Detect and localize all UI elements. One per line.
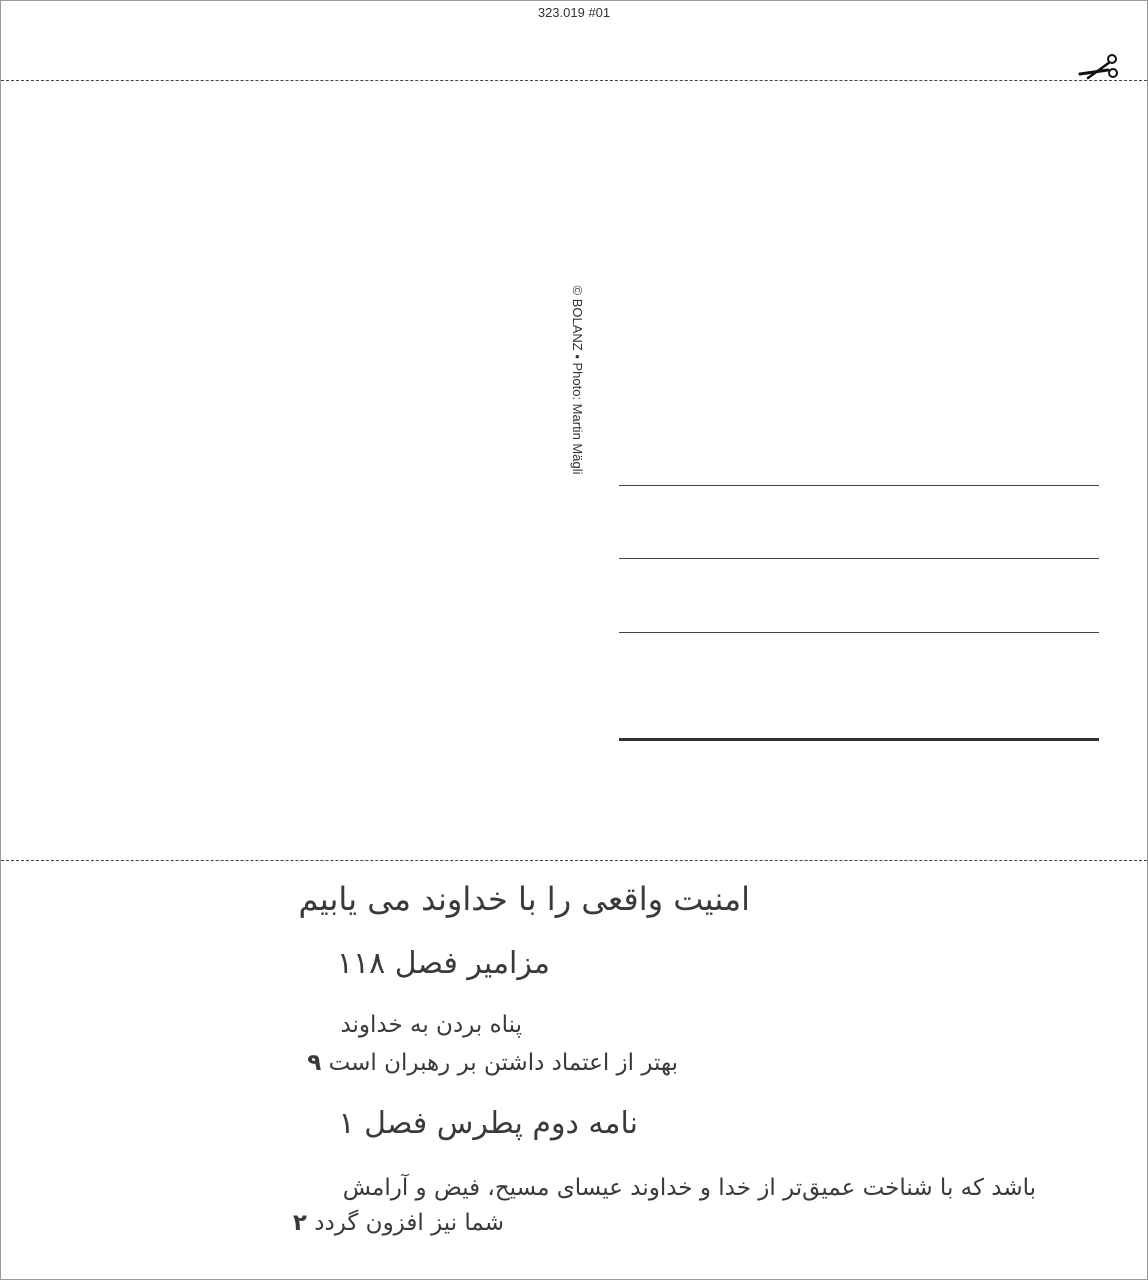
address-line-2 bbox=[619, 558, 1099, 559]
psalms-verse-number: ۹ bbox=[307, 1050, 322, 1076]
address-line-4 bbox=[619, 738, 1099, 741]
scissors-icon bbox=[1078, 52, 1120, 82]
address-line-3 bbox=[619, 632, 1099, 633]
psalms-line-1: پناه بردن به خداوند bbox=[340, 1012, 522, 1038]
psalms-line-2 bbox=[307, 1050, 678, 1076]
cut-line-top bbox=[1, 80, 1147, 81]
peter-verse-number: ۲ bbox=[292, 1210, 307, 1236]
peter-line-2 bbox=[293, 1210, 504, 1236]
card-code: 323.019 #01 bbox=[537, 5, 611, 20]
photo-credit: © BOLANZ • Photo: Martin Mägli bbox=[570, 285, 585, 475]
psalms-line-2-text: بهتر از اعتماد داشتن بر رهبران است bbox=[328, 1050, 678, 1076]
scripture-ref-psalms: مزامیر فصل ۱۱۸ bbox=[336, 946, 550, 981]
scripture-ref-peter: نامه دوم پطرس فصل ۱ bbox=[338, 1106, 638, 1141]
peter-line-2-text: شما نیز افزون گردد bbox=[314, 1210, 504, 1236]
address-line-1 bbox=[619, 485, 1099, 486]
card-title: امنیت واقعی را با خداوند می یابیم bbox=[298, 880, 750, 918]
peter-line-1: باشد که با شناخت عمیق‌تر از خدا و خداوند عیسای مسیح، فیض و آرامش bbox=[342, 1175, 1036, 1201]
cut-line-bottom bbox=[1, 860, 1147, 861]
